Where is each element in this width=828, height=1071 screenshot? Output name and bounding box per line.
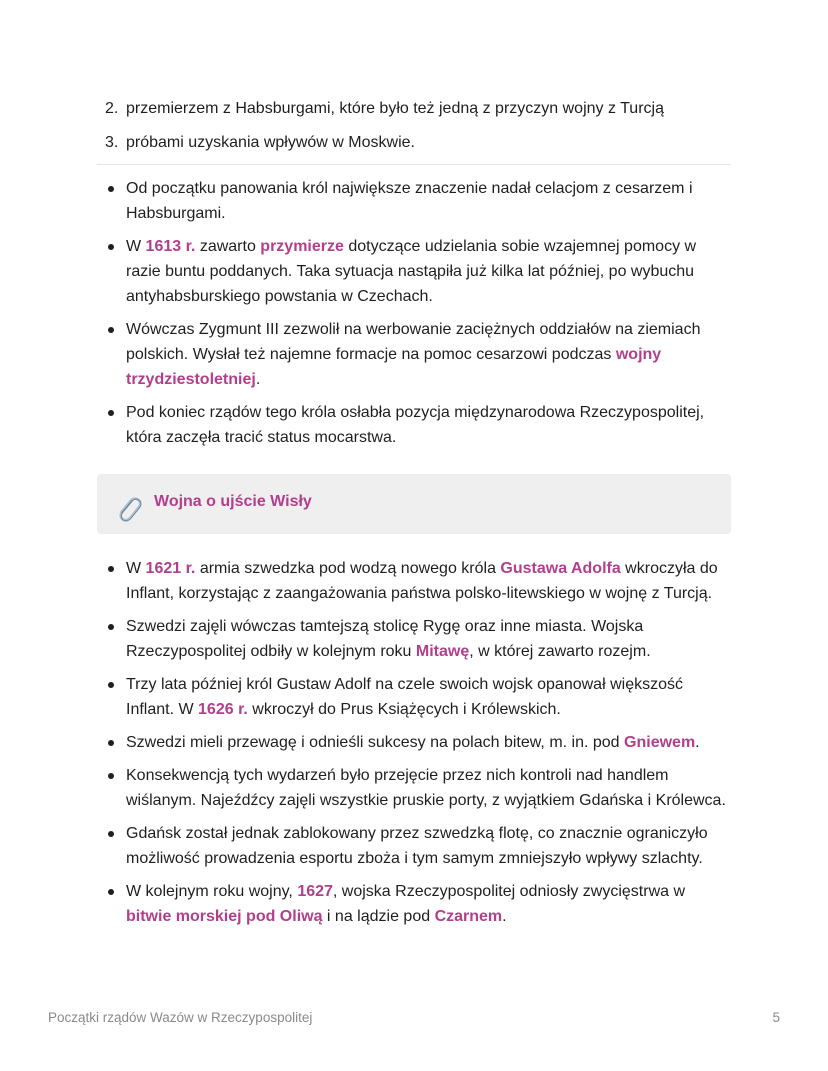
- text-run: Szwedzi zajęli wówczas tamtejszą stolicę Rygę oraz inne miasta. Wojska Rzeczypospolitej odbiły w kolejnym roku: [126, 618, 644, 660]
- highlighted-term: wojny trzydziestoletniej: [126, 346, 662, 388]
- text-run: wkroczył do Prus Książęcych i Królewskich.: [247, 701, 561, 718]
- page-content: [97, 96, 731, 937]
- bullet-item: [97, 614, 731, 664]
- highlighted-term: 1613 r.: [145, 238, 196, 255]
- numbered-item: [97, 130, 731, 155]
- paperclip-icon: [113, 491, 143, 525]
- bullet-item: [97, 763, 731, 813]
- bullet-item: [97, 672, 731, 722]
- item-number: 3.: [105, 134, 119, 151]
- bullet-list-vistula-war: [97, 556, 731, 929]
- text-run: zawarto: [195, 238, 261, 255]
- numbered-item: [97, 96, 731, 121]
- text-run: Wówczas Zygmunt III zezwolił na werbowanie zaciężnych oddziałów na ziemiach polskich. Wysłał też najemne formacje na pomoc cesarzowi podczas: [126, 321, 701, 363]
- page-number: 5: [772, 1010, 780, 1025]
- bullet-item: [97, 556, 731, 606]
- text-run: .: [502, 908, 507, 925]
- text-run: dotyczące udzielania sobie wzajemnej pomocy w razie buntu poddanych. Taka sytuacja nastąpiła już kilka lat później, po wybuchu antyhabsburskiego powstania w Czechach.: [126, 238, 697, 305]
- highlighted-term: 1621 r.: [145, 560, 196, 577]
- section-title: Wojna o ujście Wisły: [154, 493, 312, 510]
- text-run: Szwedzi mieli przewagę i odnieśli sukcesy na polach bitew, m. in. pod: [126, 734, 625, 751]
- bullet-item: [97, 821, 731, 871]
- text-run: , w której zawarto rozejm.: [469, 643, 651, 660]
- text-run: Gdańsk został jednak zablokowany przez szwedzką flotę, co znacznie ograniczyło możliwość prowadzenia esportu zboża i tym samym zmniejszyło wpływy szlachty.: [126, 825, 708, 867]
- item-text: próbami uzyskania wpływów w Moskwie.: [126, 134, 415, 151]
- item-text: przemierzem z Habsburgami, które było też jedną z przyczyn wojny z Turcją: [126, 100, 664, 117]
- text-run: Pod koniec rządów tego króla osłabła pozycja międzynarodowa Rzeczypospolitej, która zaczęła tracić status mocarstwa.: [126, 404, 705, 446]
- numbered-list: [97, 96, 731, 155]
- highlighted-term: Czarnem: [434, 908, 503, 925]
- bullet-item: [97, 879, 731, 929]
- highlighted-term: 1626 r.: [198, 701, 248, 718]
- footer-title: Początki rządów Wazów w Rzeczypospolitej: [48, 1010, 313, 1025]
- text-run: , wojska Rzeczypospolitej odniosły zwycięstrwa w: [332, 883, 686, 900]
- highlighted-term: Gniewem: [624, 734, 696, 751]
- highlighted-term: Mitawę: [415, 643, 470, 660]
- text-run: Konsekwencją tych wydarzeń było przejęcie przez nich kontroli nad handlem wiślanym. Najeźdźcy zajęli wszystkie pruskie porty, z wyjątkiem Gdańska i Królewca.: [126, 767, 726, 809]
- divider: [97, 164, 731, 165]
- highlighted-term: przymierze: [260, 238, 344, 255]
- bullet-item: [97, 730, 731, 755]
- highlighted-term: Gustawa Adolfa: [500, 560, 621, 577]
- bullet-item: [97, 317, 731, 392]
- highlighted-term: 1627: [297, 883, 333, 900]
- bullet-item: [97, 176, 731, 226]
- bullet-list-monarch-policy: [97, 176, 731, 450]
- bullet-item: [97, 400, 731, 450]
- text-run: W: [126, 560, 146, 577]
- text-run: Od początku panowania król największe znaczenie nadał celacjom z cesarzem i Habsburgami.: [126, 180, 693, 222]
- text-run: W: [126, 238, 146, 255]
- text-run: .: [695, 734, 700, 751]
- item-number: 2.: [105, 100, 119, 117]
- bullet-item: [97, 234, 731, 309]
- highlighted-term: bitwie morskiej pod Oliwą: [126, 908, 323, 925]
- text-run: wkroczyła do Inflant, korzystając z zaangażowania państwa polsko-litewskiego w wojnę z Turcją.: [126, 560, 718, 602]
- text-run: .: [255, 371, 261, 388]
- text-run: armia szwedzka pod wodzą nowego króla: [195, 560, 501, 577]
- section-box: [97, 474, 731, 534]
- text-run: Trzy lata później król Gustaw Adolf na czele swoich wojsk opanował większość Inflant. W: [126, 676, 683, 718]
- text-run: W kolejnym roku wojny,: [126, 883, 298, 900]
- text-run: i na lądzie pod: [322, 908, 435, 925]
